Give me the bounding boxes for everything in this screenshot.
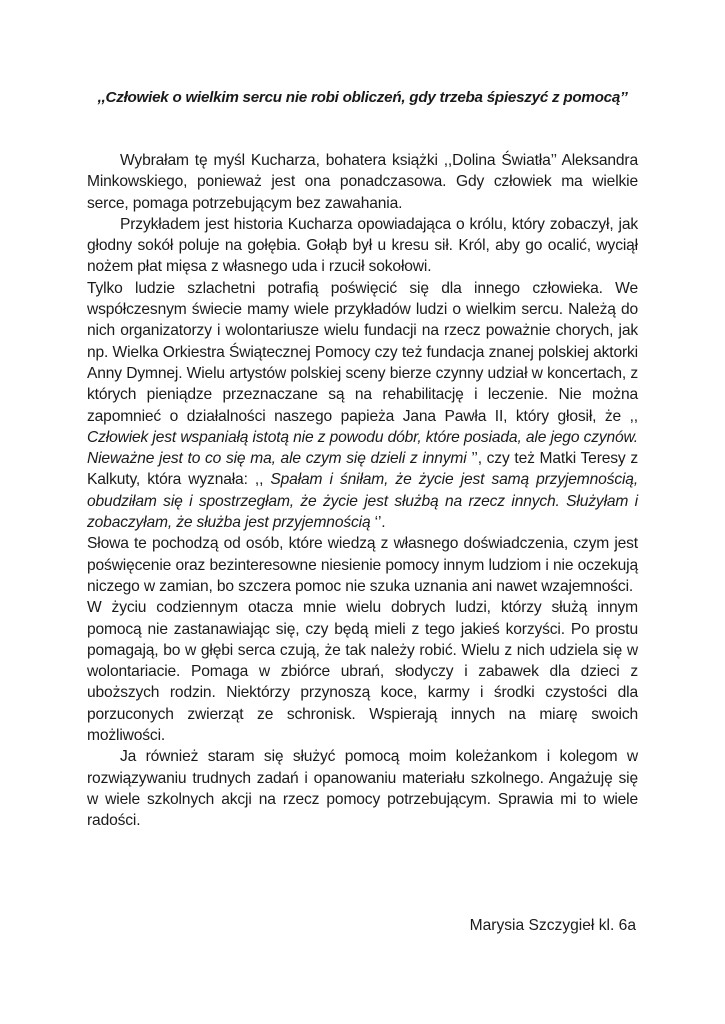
- paragraph-6: Ja również staram się służyć pomocą moim koleżankom i kolegom w rozwiązywaniu trudnych zadań i opanowaniu materiału szkolnego. Angażuję się w wiele szkolnych akcji na rzecz pomocy potrzebującym. Sprawia mi to wiele radości.: [87, 748, 638, 830]
- paragraph-5: W życiu codziennym otacza mnie wielu dobrych ludzi, którzy służą innym pomocą nie zastanawiając się, czy będą mieli z tego jakieś korzyści. Po prostu pomagają, bo w głębi serca czują, że tak należy robić. Wielu z nich udziela się w wolontariacie. Pomaga w zbiórce ubrań, słodyczy i zabawek dla dzieci z uboższych rodzin. Niektórzy przynoszą koce, karmy i środki czystości dla porzuconych zwierząt ze schronisk. Wspierają innych na miarę swoich możliwości.: [87, 599, 638, 745]
- essay-body: [87, 150, 638, 832]
- paragraph-3: [87, 278, 638, 534]
- quote-john-paul-ii: Człowiek jest wspaniałą istotą nie z powodu dóbr, które posiada, ale jego czynów. Nieważne jest to co się ma, ale czym się dzieli z innymi: [87, 428, 638, 468]
- quote-mother-teresa: Spałam i śniłam, że życie jest samą przyjemnością, obudziłam się i spostrzegłam, że życie jest służbą na rzecz innych. Służyłam i zobaczyłam, że służba jest przyjemnością: [87, 471, 639, 532]
- author-signature: Marysia Szczygieł kl. 6a: [469, 917, 636, 934]
- paragraph-3-intro: Tylko ludzie szlachetni potrafią poświęcić się dla innego człowieka. We współczesnym świecie mamy wiele przykładów ludzi o wielkim sercu. Należą do nich organizatorzy i wolontariusze wielu fundacji na rzecz poważnie chorych, jak np. Wielka Orkiestra Świątecznej Pomocy czy też fundacja znanej polskiej aktorki Anny Dymnej. Wielu artystów polskiej sceny bierze czynny udział w koncertach, z których pieniądze przeznaczane są na rehabilitację i leczenie. Nie można zapomnieć o działalności naszego papieża Jana Pawła II, który głosił, że ,,: [87, 279, 638, 425]
- paragraph-1: Wybrałam tę myśl Kucharza, bohatera książki ,,Dolina Światła’’ Aleksandra Minkowskiego, ponieważ jest ona ponadczasowa. Gdy człowiek ma wielkie serce, pomaga potrzebującym bez zawahania.: [87, 152, 638, 212]
- paragraph-2: Przykładem jest historia Kucharza opowiadająca o królu, który zobaczył, jak głodny sokół poluje na gołębia. Gołąb był u kresu sił. Król, aby go ocalić, wyciął nożem płat mięsa z własnego uda i rzucił sokołowi.: [87, 215, 638, 276]
- paragraph-3-bridge: ’’, czy też Matki Teresy z Kalkuty, która wyznała: ,,: [87, 450, 638, 489]
- paragraph-3-end: ‘’.: [370, 514, 386, 532]
- essay-title: ,,Człowiek o wielkim sercu nie robi obliczeń, gdy trzeba śpieszyć z pomocą’’: [97, 89, 628, 106]
- paragraph-4: Słowa te pochodzą od osób, które wiedzą z własnego doświadczenia, czym jest poświęcenie oraz bezinteresowne niesienie pomocy innym ludziom i nie oczekują niczego w zamian, bo szczera pomoc nie szuka uznania ani nawet wzajemności.: [87, 535, 638, 595]
